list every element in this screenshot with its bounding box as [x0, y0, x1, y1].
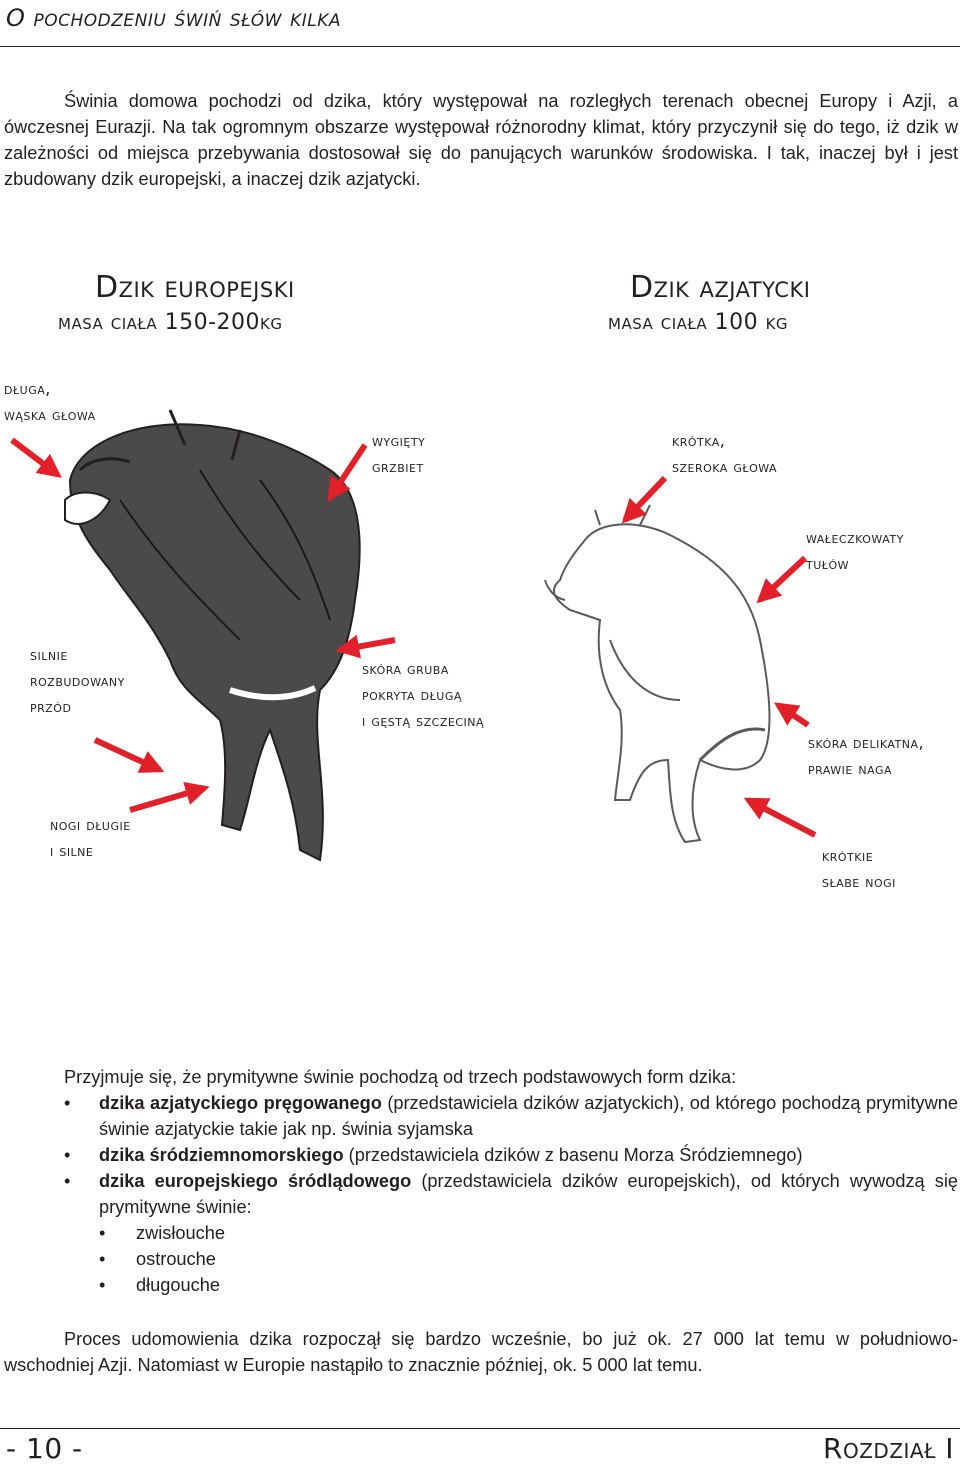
label-as-body: wałeczkowaty tułów [806, 528, 904, 573]
label-eu-legs: nogi długie i silne [50, 815, 131, 860]
label-eu-head: długa, wąska głowa [4, 379, 96, 424]
arrow-eu-front [95, 740, 160, 770]
label-as-skin: skóra delikatna, prawie naga [808, 733, 925, 778]
asian-title: Dzik azjatycki [630, 270, 811, 305]
european-mass: masa ciała 150-200kg [58, 310, 283, 335]
sub-list [99, 1220, 958, 1298]
arrow-eu-head [12, 440, 58, 475]
label-as-legs: krótkie słabe nogi [822, 846, 896, 891]
sub-list-item: • długouche [99, 1272, 958, 1298]
list-item: • dzika azjatyckiego pręgowanego (przedstawiciela dzików azjatyckich), od którego pochodzą prymitywne świnie azjatyckie takie jak np. świnia syjamska [64, 1090, 958, 1142]
asian-mass: masa ciała 100 kg [608, 310, 789, 335]
sub-list-item: • zwisłouche [99, 1220, 958, 1246]
arrow-as-legs [748, 800, 815, 835]
footer-rule [0, 1428, 960, 1429]
arrow-as-body [760, 558, 805, 600]
header-title: O pochodzeniu świń słów kilka [6, 4, 341, 32]
label-eu-skin: skóra gruba pokryta długą i gęstą szczeciną [362, 659, 484, 730]
intro-paragraph: Świnia domowa pochodzi od dzika, który występował na rozległych terenach obecnej Europy i Azji, a ówczesnej Eurazji. Na tak ogromnym obszarze występował różnorodny klimat, który przyczynił się do tego, iż dzik w zależności od miejsca przebywania dostosował się do panujących warunków środowiska. I tak, inaczej był i jest zbudowany dzik europejski, a inaczej dzik azjatycki. [4, 91, 958, 189]
list-item: • dzika europejskiego śródlądowego (przedstawiciela dzików europejskich), od których wywodzą się prymitywne świnie: • zwisłouche • ostrouche • długouche [64, 1168, 958, 1298]
page-number: - 10 - [6, 1432, 83, 1465]
arrow-eu-legs [130, 788, 205, 810]
label-eu-front: silnie rozbudowany przód [30, 645, 125, 716]
asian-boar-drawing [545, 505, 769, 842]
arrow-as-skin [778, 705, 808, 725]
label-eu-back: wygięty grzbiet [372, 431, 426, 476]
arrow-eu-skin [340, 640, 395, 650]
forms-intro: Przyjmuje się, że prymitywne świnie pochodzą od trzech podstawowych form dzika: [64, 1067, 737, 1087]
sub-list-item: • ostrouche [99, 1246, 958, 1272]
chapter-label: Rozdział I [823, 1432, 954, 1465]
outro-paragraph: Proces udomowienia dzika rozpoczął się bardzo wcześnie, bo już ok. 27 000 lat temu w południowo-wschodniej Azji. Natomiast w Europie nastąpiło to znacznie później, ok. 5 000 lat temu. [4, 1329, 958, 1375]
list-item: • dzika śródziemnomorskiego (przedstawiciela dzików z basenu Morza Śródziemnego) [64, 1142, 958, 1168]
label-as-head: krótka, szeroka głowa [672, 431, 778, 476]
european-boar-drawing [65, 410, 360, 860]
european-title: Dzik europejski [95, 270, 295, 305]
forms-list [64, 1090, 958, 1298]
